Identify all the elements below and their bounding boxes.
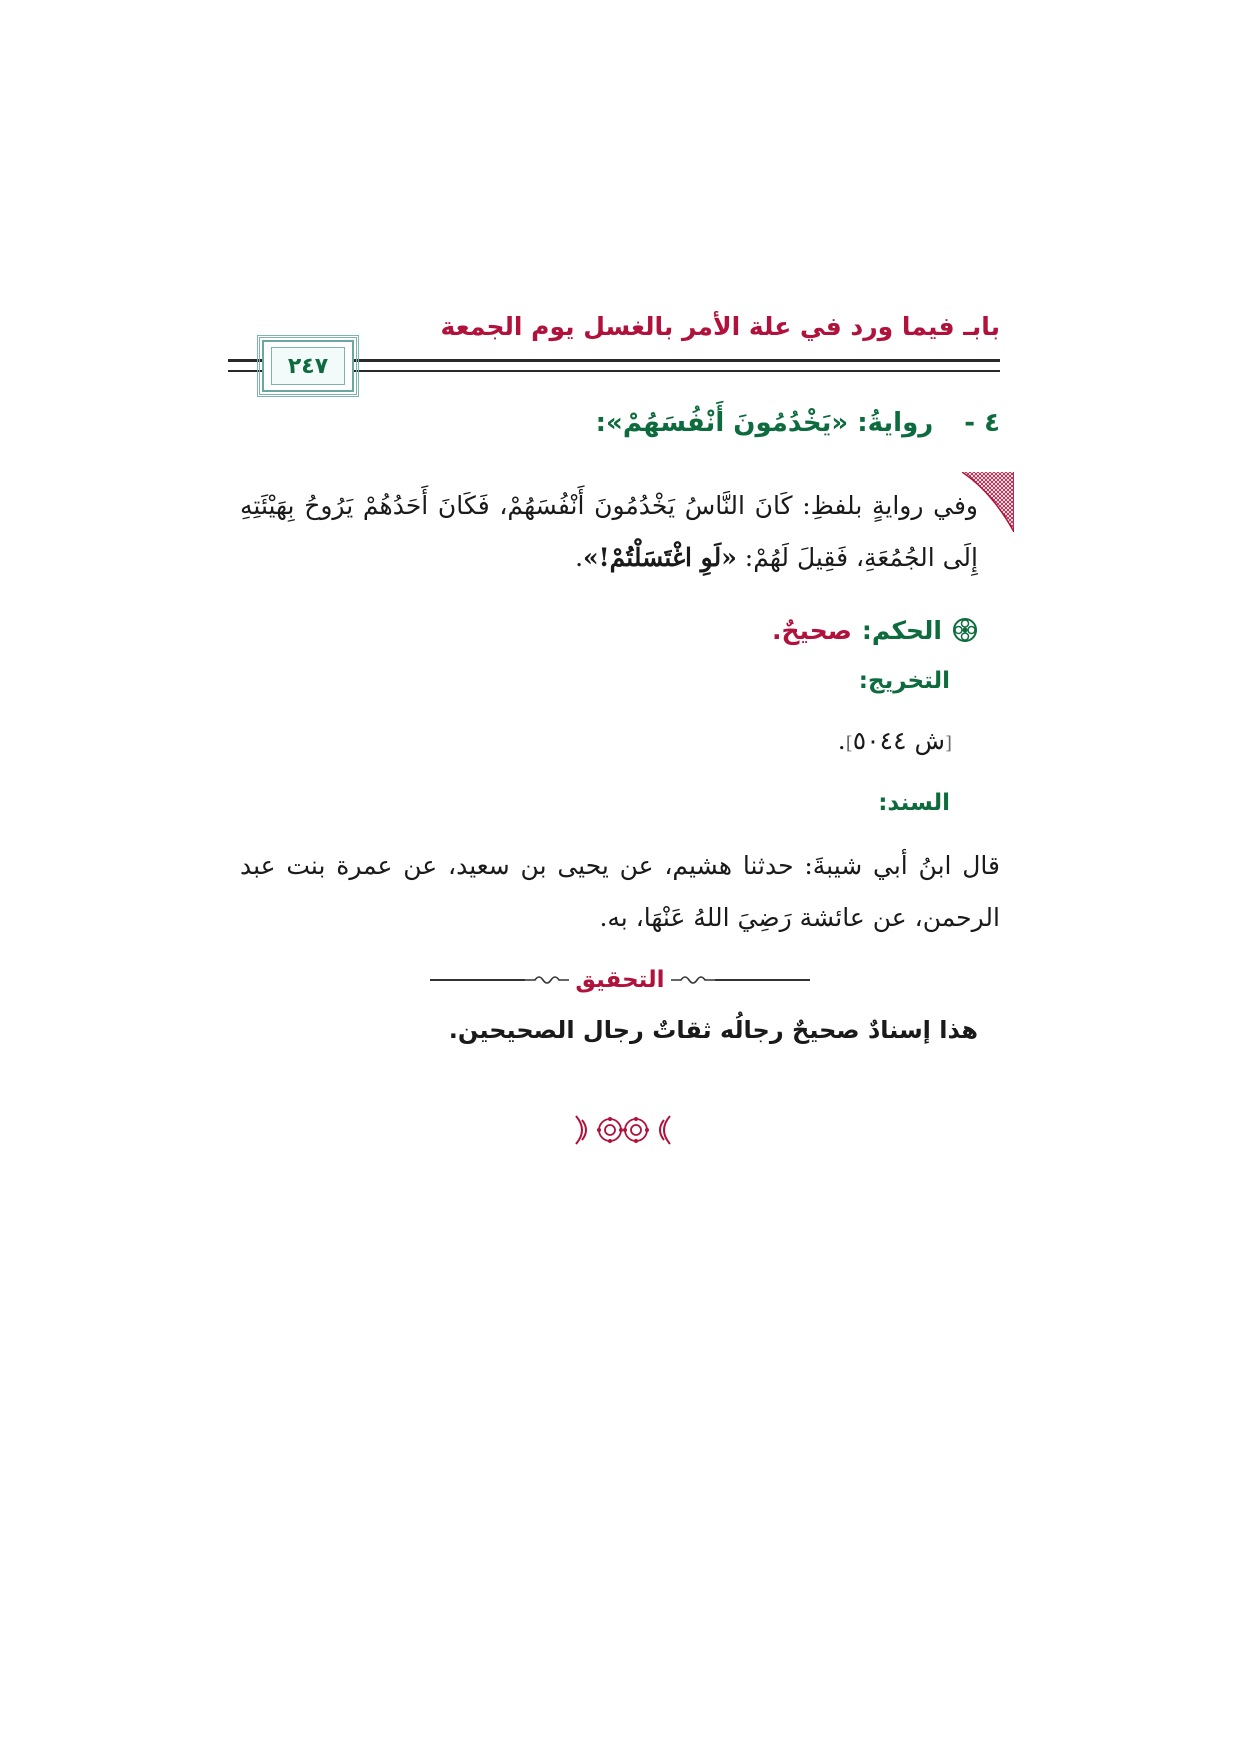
verdict-text: هذا إسنادٌ صحيحٌ رجالُه ثقاتٌ رجال الصحيحين. (448, 1016, 978, 1044)
end-ornament-icon (568, 1110, 678, 1150)
bracket-close: ] (845, 733, 853, 754)
ruling-value: صحيحٌ. (771, 615, 852, 645)
narration-quote: «لَوِ اغْتَسَلْتُمْ!» (583, 543, 737, 572)
narration-paragraph (240, 480, 978, 584)
tahqiq-divider (430, 960, 810, 1000)
reference-code: ش ٥٠٤٤ (852, 726, 945, 755)
reference-period: . (837, 726, 846, 755)
knot-ornament-icon (525, 972, 569, 988)
sanad-label: السند: (878, 790, 950, 816)
section-title: روايةُ: «يَخْدُمُونَ أَنْفُسَهُمْ»: (595, 408, 934, 438)
running-title: بابـ فيما ورد في علة الأمر بالغسل يوم الجمعة (440, 312, 1000, 341)
takhrij-label: التخريج: (858, 668, 950, 694)
sanad-paragraph: قال ابنُ أبي شيبةَ: حدثنا هشيم، عن يحيى بن سعيد، عن عمرة بنت عبد الرحمن، عن عائشة رَضِيَ اللهُ عَنْهَا، به. (240, 851, 1000, 932)
section-number: ٤ - (964, 408, 1000, 438)
flower-icon (952, 617, 978, 643)
page-number-frame (262, 340, 354, 392)
knot-ornament-icon (671, 972, 715, 988)
ruling-line (772, 610, 978, 650)
divider-line-left (715, 979, 810, 981)
ruling-label: الحكم: (861, 615, 942, 645)
bracket-open: [ (944, 733, 952, 754)
narration-end: . (575, 543, 584, 572)
tahqiq-label: التحقيق (575, 967, 665, 993)
page-number: ٢٤٧ (271, 347, 345, 385)
section-heading (596, 408, 1000, 448)
takhrij-reference (838, 726, 952, 755)
narration-text: وفي روايةٍ بلفظِ: كَانَ النَّاسُ يَخْدُمُونَ أَنْفُسَهُمْ، فَكَانَ أَحَدُهُمْ يَرُوحُ بِهَيْئَتِهِ إِلَى الجُمُعَةِ، فَقِيلَ لَهُمْ: (240, 491, 978, 572)
divider-line-right (430, 979, 525, 981)
